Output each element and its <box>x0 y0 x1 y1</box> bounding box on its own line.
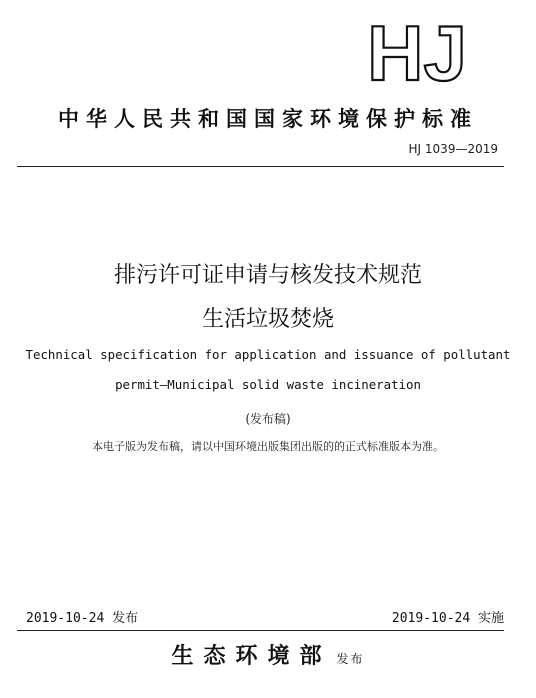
hj-logo <box>360 16 478 86</box>
edition-notice: 本电子版为发布稿，请以中国环境出版集团出版的的正式标准版本为准。 <box>92 440 444 453</box>
publisher-line <box>0 639 536 670</box>
chinese-title-line-2: 生活垃圾焚烧 <box>201 307 334 332</box>
hj-logo-text: HJ <box>367 16 467 86</box>
english-title-line-1: Technical specification for application and issuance of pollutant <box>25 347 511 362</box>
header-divider <box>17 166 504 167</box>
english-title-line-2: permit—Municipal solid waste incineration <box>115 377 421 392</box>
draft-label: (发布稿) <box>245 412 291 426</box>
publish-label: 发布 <box>336 652 365 666</box>
publisher-name: 生态环境部 <box>171 644 332 669</box>
chinese-title-line-1: 排污许可证申请与核发技术规范 <box>113 263 422 288</box>
effective-date: 2019-10-24 实施 <box>391 611 504 626</box>
publish-date: 2019-10-24 发布 <box>26 611 139 626</box>
footer-divider <box>17 630 504 631</box>
standard-number: HJ 1039—2019 <box>408 142 498 156</box>
standard-type-heading: 中华人民共和国国家环境保护标准 <box>58 107 478 131</box>
